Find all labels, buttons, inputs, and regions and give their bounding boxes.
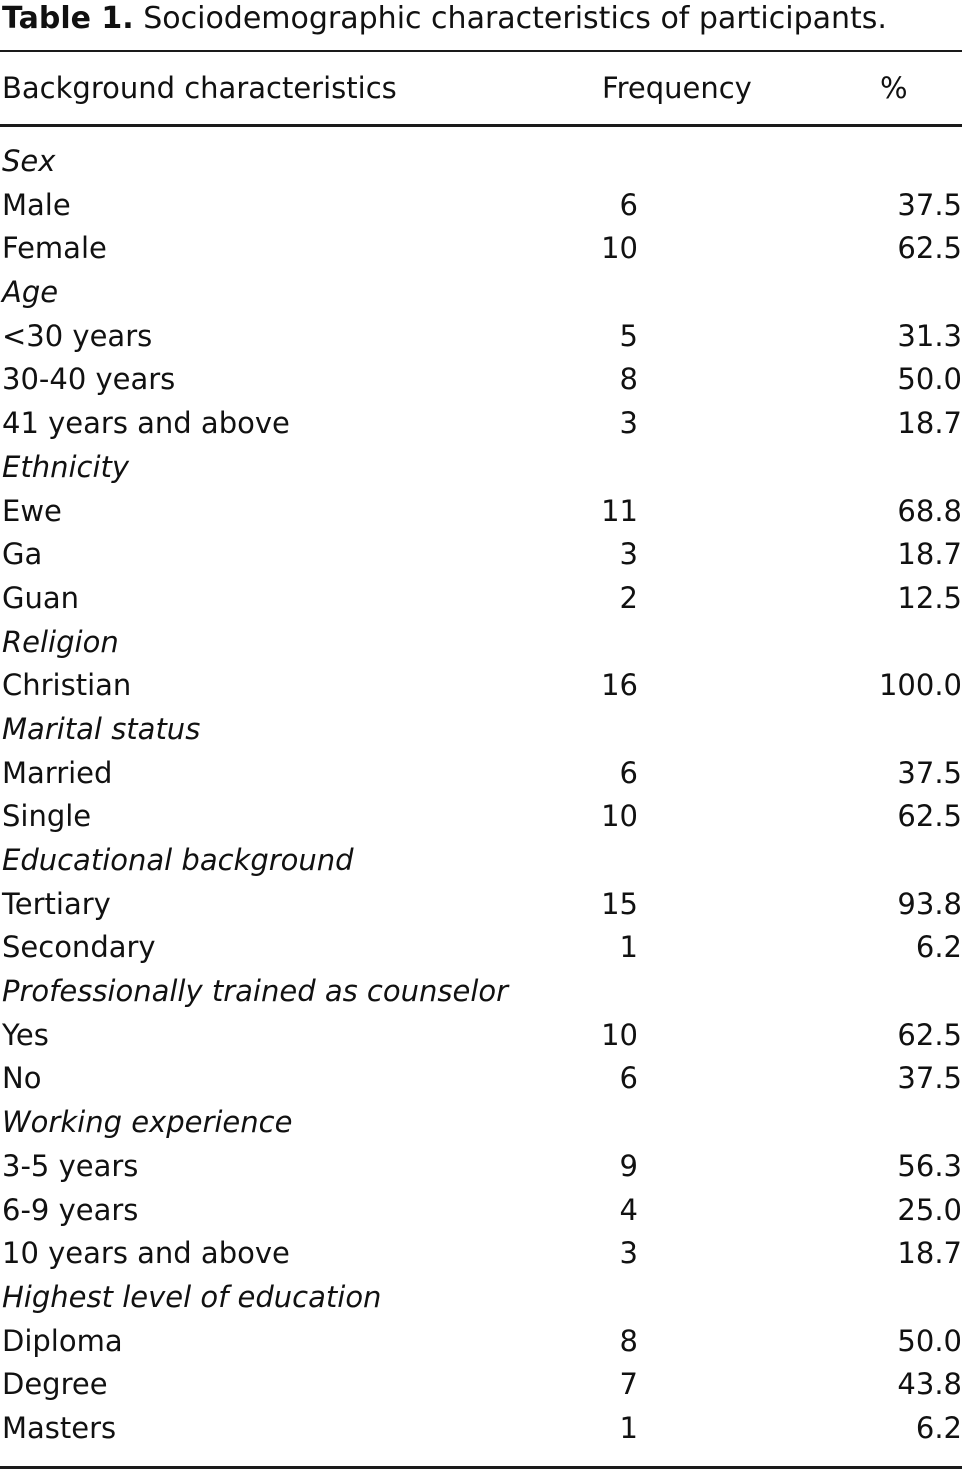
section-heading: Educational background [2,843,354,877]
table-row [0,490,962,534]
percent-cell: 62.5 [897,799,962,834]
section-heading: Sex [2,144,56,178]
percent-cell: 18.7 [897,406,962,441]
section-heading: Professionally trained as counselor [2,974,509,1009]
table-title: Sociodemographic characteristics of participants. [143,1,887,36]
section-heading-row [0,140,962,184]
frequency-cell: 6 [619,187,638,222]
table-caption [2,0,887,44]
percent-cell: 93.8 [897,886,962,921]
table-header [0,66,962,110]
row-label: Degree [2,1367,108,1402]
percent-cell: 25.0 [897,1192,962,1227]
section-heading: Highest level of education [2,1279,382,1314]
row-label: Christian [2,668,132,703]
section-heading-row [0,708,962,752]
header-rule [0,124,962,127]
frequency-cell: 7 [619,1367,638,1402]
table-row [0,883,962,927]
column-header-frequency: Frequency [602,71,752,105]
percent-cell: 18.7 [897,537,962,572]
table-row [0,1407,962,1451]
frequency-cell: 8 [619,362,638,397]
frequency-cell: 1 [619,1410,638,1445]
table-row [0,402,962,446]
table-body [0,140,962,1451]
row-label: Yes [2,1017,49,1052]
percent-cell: 100.0 [878,668,962,703]
frequency-cell: 15 [601,886,638,921]
table-row [0,1320,962,1364]
section-heading-row [0,621,962,665]
frequency-cell: 10 [601,799,638,834]
table-row [0,315,962,359]
frequency-cell: 6 [619,1061,638,1096]
frequency-cell: 4 [619,1192,638,1227]
table-row [0,533,962,577]
column-header-characteristic: Background characteristics [2,71,397,105]
column-header-percent: % [880,71,908,105]
table-row [0,1145,962,1189]
section-heading-row [0,446,962,490]
frequency-cell: 3 [619,537,638,572]
percent-cell: 50.0 [897,362,962,397]
percent-cell: 68.8 [897,493,962,528]
row-label: Diploma [2,1323,123,1358]
row-label: 30-40 years [2,362,176,397]
frequency-cell: 3 [619,1236,638,1271]
table-row [0,795,962,839]
table-row [0,1189,962,1233]
row-label: <30 years [2,318,153,353]
frequency-cell: 16 [601,668,638,703]
row-label: Married [2,755,113,790]
frequency-cell: 10 [601,1017,638,1052]
percent-cell: 62.5 [897,1017,962,1052]
percent-cell: 31.3 [897,318,962,353]
row-label: 6-9 years [2,1192,139,1227]
frequency-cell: 3 [619,406,638,441]
row-label: Female [2,231,107,266]
table-row [0,752,962,796]
section-heading: Religion [2,624,119,659]
row-label: 41 years and above [2,406,290,441]
percent-cell: 6.2 [915,930,962,965]
percent-cell: 37.5 [897,755,962,790]
frequency-cell: 5 [619,318,638,353]
percent-cell: 37.5 [897,1061,962,1096]
row-label: 3-5 years [2,1148,139,1183]
frequency-cell: 2 [619,580,638,615]
frequency-cell: 6 [619,755,638,790]
percent-cell: 50.0 [897,1323,962,1358]
section-heading-row [0,839,962,883]
frequency-cell: 8 [619,1323,638,1358]
row-label: Male [2,187,71,222]
table-row [0,1057,962,1101]
section-heading: Age [2,275,59,310]
table-row [0,1232,962,1276]
row-label: Single [2,799,92,834]
section-heading-row [0,970,962,1014]
table-row [0,358,962,402]
section-heading: Ethnicity [2,449,130,484]
row-label: Ga [2,537,43,572]
table-row [0,227,962,271]
row-label: Guan [2,580,80,615]
row-label: Tertiary [2,886,111,921]
section-heading-row [0,1101,962,1145]
section-heading-row [0,271,962,315]
row-label: Secondary [2,930,156,965]
section-heading: Working experience [2,1105,293,1140]
percent-cell: 12.5 [897,580,962,615]
percent-cell: 18.7 [897,1236,962,1271]
table-row [0,577,962,621]
section-heading-row [0,1276,962,1320]
table-row [0,664,962,708]
row-label: Masters [2,1410,117,1445]
percent-cell: 37.5 [897,187,962,222]
row-label: No [2,1061,42,1096]
table-row [0,184,962,228]
percent-cell: 56.3 [897,1148,962,1183]
table-number: Table 1. [2,1,134,36]
row-label: Ewe [2,493,62,528]
section-heading: Marital status [2,711,201,746]
bottom-rule [0,1466,962,1469]
frequency-cell: 1 [619,930,638,965]
table-row [0,926,962,970]
percent-cell: 6.2 [915,1410,962,1445]
top-rule [0,50,962,52]
row-label: 10 years and above [2,1236,290,1271]
frequency-cell: 10 [601,231,638,266]
table-row [0,1363,962,1407]
percent-cell: 62.5 [897,231,962,266]
percent-cell: 43.8 [897,1367,962,1402]
table-row [0,1014,962,1058]
frequency-cell: 11 [601,493,638,528]
frequency-cell: 9 [619,1148,638,1183]
